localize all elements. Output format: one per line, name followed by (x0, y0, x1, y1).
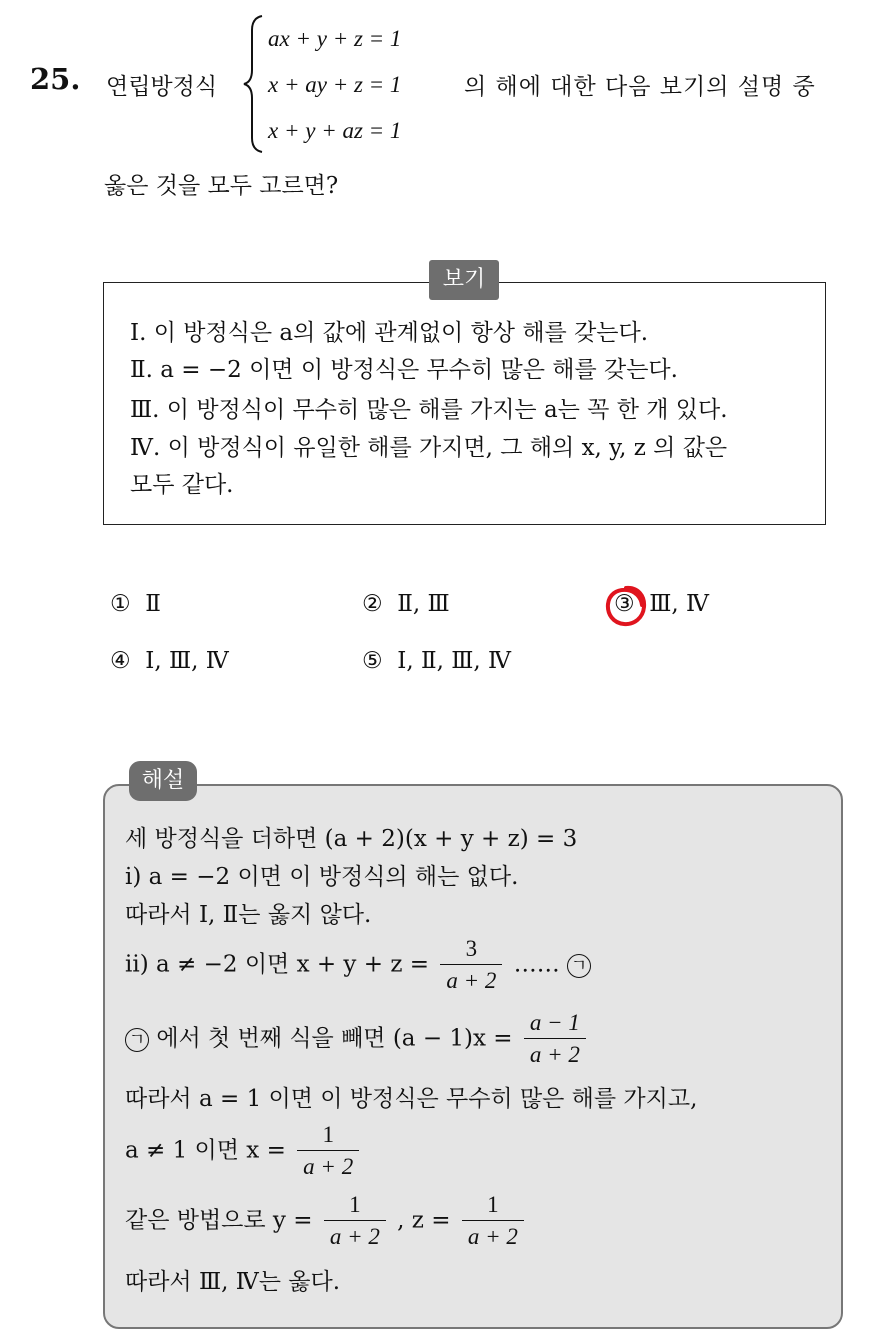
statement-4-continued: 모두 같다. (130, 472, 234, 498)
line5-lead: 에서 첫 번째 식을 빼면 (a − 1)x = (156, 1025, 513, 1052)
statement-2: Ⅱ. a = −2 이면 이 방정식은 무수히 많은 해를 갖는다. (130, 357, 678, 383)
solution-line-8 (125, 1190, 528, 1253)
solution-line-5 (125, 1008, 590, 1071)
equation-3: x + y + az = 1 (268, 118, 402, 143)
fraction-denominator: a + 2 (303, 1154, 354, 1179)
choice-mark: ④ (110, 648, 131, 674)
fraction (297, 1120, 359, 1183)
equation-2: x + ay + z = 1 (268, 72, 402, 97)
question-stem-lead: 연립방정식 (106, 74, 218, 100)
fraction-numerator: 1 (462, 1190, 524, 1221)
choice-mark: ② (362, 591, 383, 617)
fraction-denominator: a + 2 (529, 1042, 580, 1067)
fraction (324, 1190, 386, 1253)
choice-2[interactable] (362, 591, 450, 617)
fraction-denominator: a + 2 (329, 1224, 380, 1249)
solution-tag: 해설 (129, 761, 197, 801)
solution-line-7 (125, 1120, 363, 1183)
fraction-numerator: 3 (440, 934, 502, 965)
fraction-denominator: a + 2 (467, 1224, 518, 1249)
choice-text: Ⅰ, Ⅱ, Ⅲ, Ⅳ (397, 648, 511, 674)
fraction (524, 1008, 586, 1071)
fraction-denominator: a + 2 (446, 968, 497, 993)
bogi-tag: 보기 (429, 260, 499, 300)
circled-label: ㄱ (567, 954, 591, 978)
solution-line-9: 따라서 Ⅲ, Ⅳ는 옳다. (125, 1269, 341, 1295)
choice-text: Ⅱ, Ⅲ (397, 591, 450, 617)
fraction (462, 1190, 524, 1253)
choice-4[interactable] (110, 648, 229, 674)
solution-line-2: ⅰ) a = −2 이면 이 방정식의 해는 없다. (125, 864, 519, 890)
choice-mark: ③ (614, 591, 635, 617)
circled-label: ㄱ (125, 1028, 149, 1052)
ellipsis: …… (513, 951, 560, 978)
choice-5[interactable] (362, 648, 511, 674)
solution-line-4 (125, 934, 591, 997)
line7-lead: a ≠ 1 이면 x = (125, 1137, 286, 1164)
fraction-numerator: 1 (324, 1190, 386, 1221)
line4-lead: ⅱ) a ≠ −2 이면 x + y + z = (125, 951, 430, 978)
answer-circle-icon (604, 584, 648, 628)
solution-line-3: 따라서 Ⅰ, Ⅱ는 옳지 않다. (125, 902, 372, 928)
choice-text: Ⅲ, Ⅳ (649, 591, 710, 617)
choice-text: Ⅱ (145, 591, 161, 617)
choice-mark: ① (110, 591, 131, 617)
statement-4: Ⅳ. 이 방정식이 유일한 해를 가지면, 그 해의 x, y, z 의 값은 (130, 435, 728, 461)
solution-line-6: 따라서 a = 1 이면 이 방정식은 무수히 많은 해를 가지고, (125, 1086, 698, 1112)
question-stem-line2: 옳은 것을 모두 고르면? (104, 173, 339, 199)
line8-mid: , z = (397, 1207, 451, 1234)
fraction-numerator: 1 (297, 1120, 359, 1151)
question-stem-tail: 의 해에 대한 다음 보기의 설명 중 (464, 74, 816, 100)
fraction (440, 934, 502, 997)
statement-3: Ⅲ. 이 방정식이 무수히 많은 해를 가지는 a는 꼭 한 개 있다. (130, 397, 728, 423)
line8-lead: 같은 방법으로 y = (125, 1207, 313, 1234)
question-number: 25. (30, 62, 81, 96)
choice-mark: ⑤ (362, 648, 383, 674)
solution-line-1: 세 방정식을 더하면 (a + 2)(x + y + z) = 3 (125, 826, 578, 852)
brace-icon (242, 14, 264, 154)
statement-1: Ⅰ. 이 방정식은 a의 값에 관계없이 항상 해를 갖는다. (130, 320, 649, 346)
choice-1[interactable] (110, 591, 161, 617)
fraction-numerator: a − 1 (524, 1008, 586, 1039)
equation-1: ax + y + z = 1 (268, 26, 402, 51)
choice-text: Ⅰ, Ⅲ, Ⅳ (145, 648, 229, 674)
